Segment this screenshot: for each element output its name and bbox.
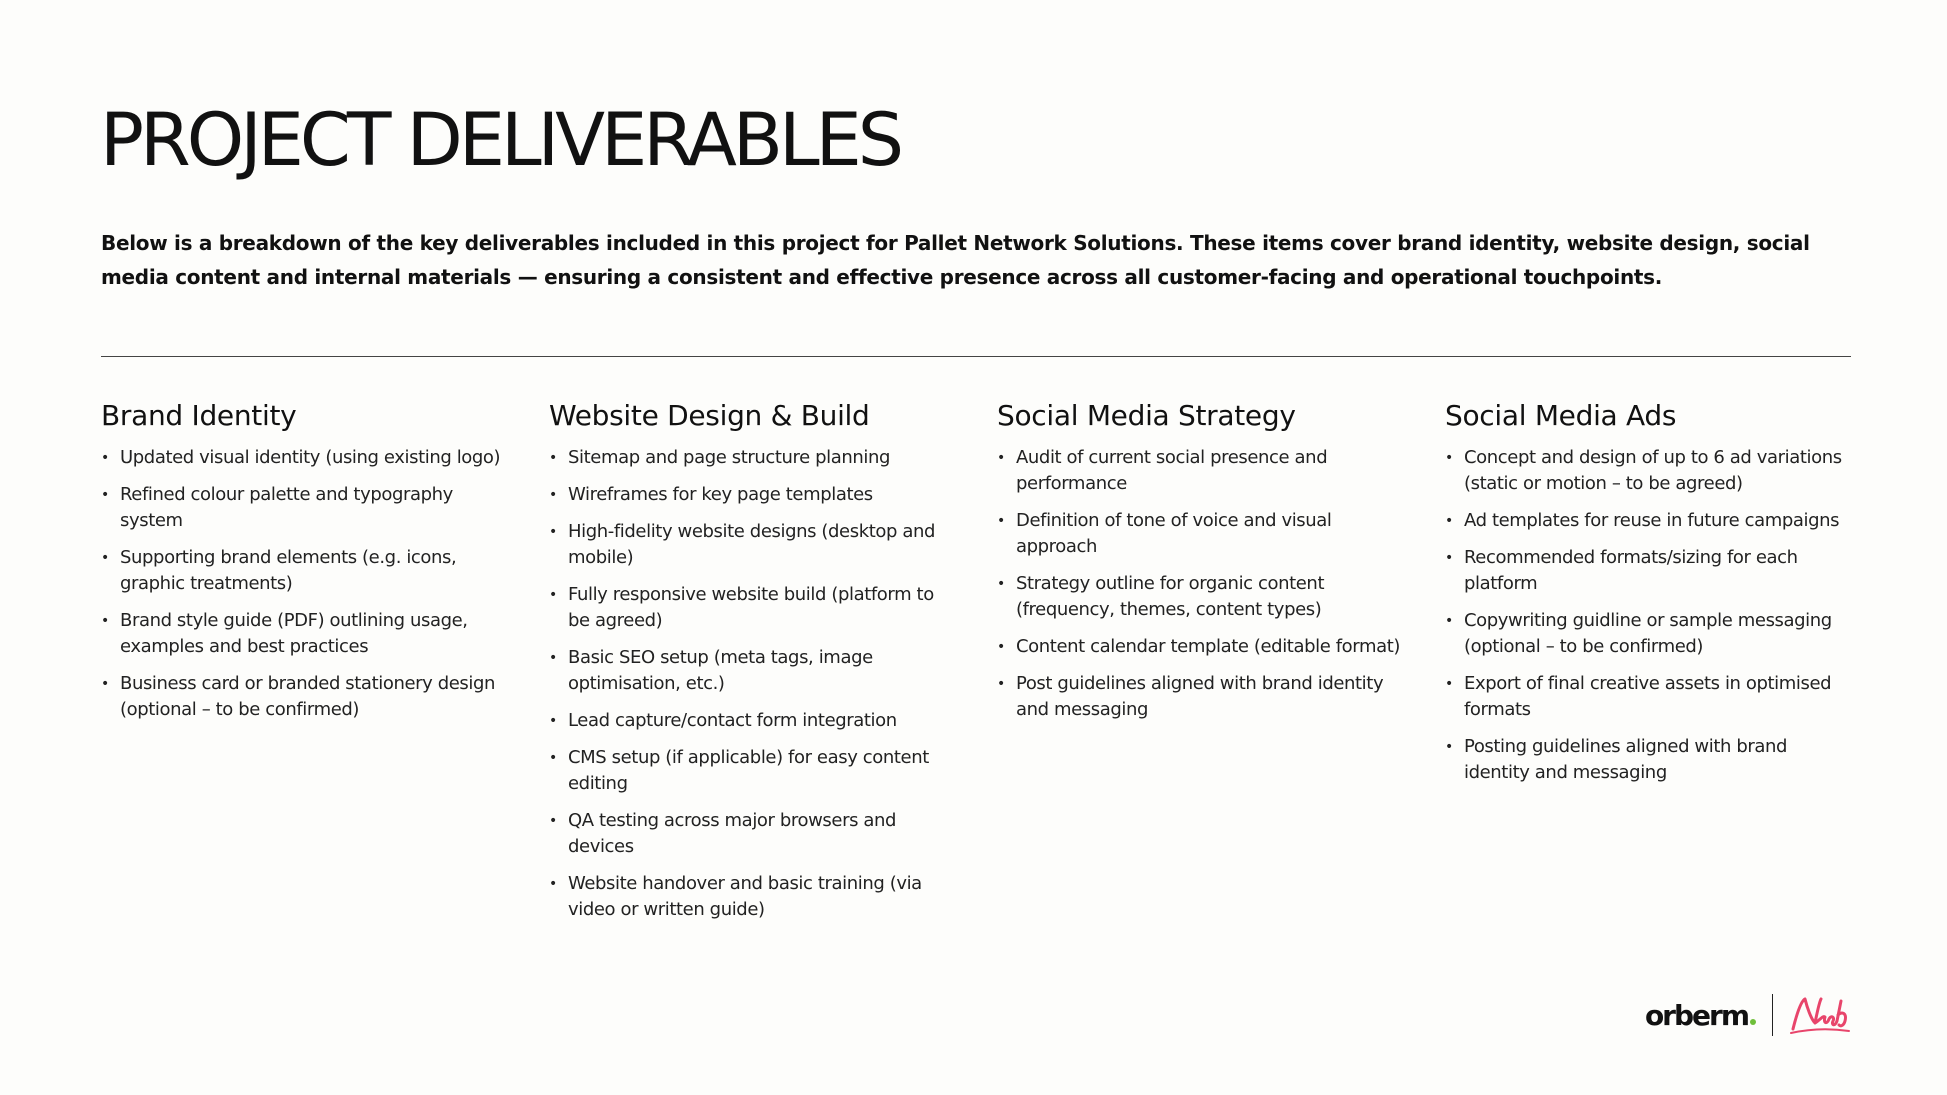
intro-paragraph: Below is a breakdown of the key deliverables included in this project for Pallet Network Solutions. These items cover brand identity, website design, social media content and internal materials — ensuring a consistent and effective presence across all customer-facing and operational touchpoints. xyxy=(101,231,1810,289)
orberm-logo xyxy=(1645,999,1756,1032)
column-brand-identity xyxy=(101,398,549,934)
list-item: • Recommended formats/sizing for each platform xyxy=(1445,545,1854,597)
column-heading: Social Media Strategy xyxy=(997,399,1296,432)
divider xyxy=(101,356,1851,357)
column-social-media-strategy xyxy=(997,398,1445,934)
list-item: • Strategy outline for organic content (frequency, themes, content types) xyxy=(997,571,1406,623)
list-item: • Wireframes for key page templates xyxy=(549,482,958,508)
list-item: • Content calendar template (editable format) xyxy=(997,634,1406,660)
list-item: • Export of final creative assets in optimised formats xyxy=(1445,671,1854,723)
list-item: • Supporting brand elements (e.g. icons, graphic treatments) xyxy=(101,545,510,597)
list-item: • QA testing across major browsers and devices xyxy=(549,808,958,860)
page-title: PROJECT DELIVERABLES xyxy=(100,98,901,183)
column-heading: Brand Identity xyxy=(101,399,297,432)
deliverables-list xyxy=(101,445,549,723)
list-item: • Post guidelines aligned with brand identity and messaging xyxy=(997,671,1406,723)
list-item: • Refined colour palette and typography system xyxy=(101,482,510,534)
column-heading: Website Design & Build xyxy=(549,399,870,432)
list-item: • Ad templates for reuse in future campaigns xyxy=(1445,508,1854,534)
deliverables-columns xyxy=(101,398,1861,934)
list-item: • Brand style guide (PDF) outlining usage, examples and best practices xyxy=(101,608,510,660)
deliverables-list xyxy=(549,445,997,923)
deliverables-list xyxy=(1445,445,1893,786)
list-item: • Basic SEO setup (meta tags, image optimisation, etc.) xyxy=(549,645,958,697)
list-item: • Definition of tone of voice and visual approach xyxy=(997,508,1406,560)
column-social-media-ads xyxy=(1445,398,1893,934)
list-item: • Sitemap and page structure planning xyxy=(549,445,958,471)
nash-logo xyxy=(1789,993,1851,1037)
list-item: • Fully responsive website build (platform to be agreed) xyxy=(549,582,958,634)
list-item: • Posting guidelines aligned with brand identity and messaging xyxy=(1445,734,1854,786)
list-item: • Business card or branded stationery design (optional – to be confirmed) xyxy=(101,671,510,723)
column-heading: Social Media Ads xyxy=(1445,399,1677,432)
logo-separator xyxy=(1772,994,1773,1036)
list-item: • Lead capture/contact form integration xyxy=(549,708,958,734)
footer-logos xyxy=(1645,990,1851,1040)
list-item: • High-fidelity website designs (desktop and mobile) xyxy=(549,519,958,571)
orberm-logo-text: orberm xyxy=(1644,998,1748,1032)
column-website-design-build xyxy=(549,398,997,934)
list-item: • CMS setup (if applicable) for easy content editing xyxy=(549,745,958,797)
deliverables-list xyxy=(997,445,1445,723)
list-item: • Concept and design of up to 6 ad variations (static or motion – to be agreed) xyxy=(1445,445,1854,497)
list-item: • Audit of current social presence and performance xyxy=(997,445,1406,497)
logo-dot-icon xyxy=(1750,1019,1756,1025)
list-item: • Copywriting guidline or sample messaging (optional – to be confirmed) xyxy=(1445,608,1854,660)
list-item: • Website handover and basic training (via video or written guide) xyxy=(549,871,958,923)
list-item: • Updated visual identity (using existing logo) xyxy=(101,445,510,471)
